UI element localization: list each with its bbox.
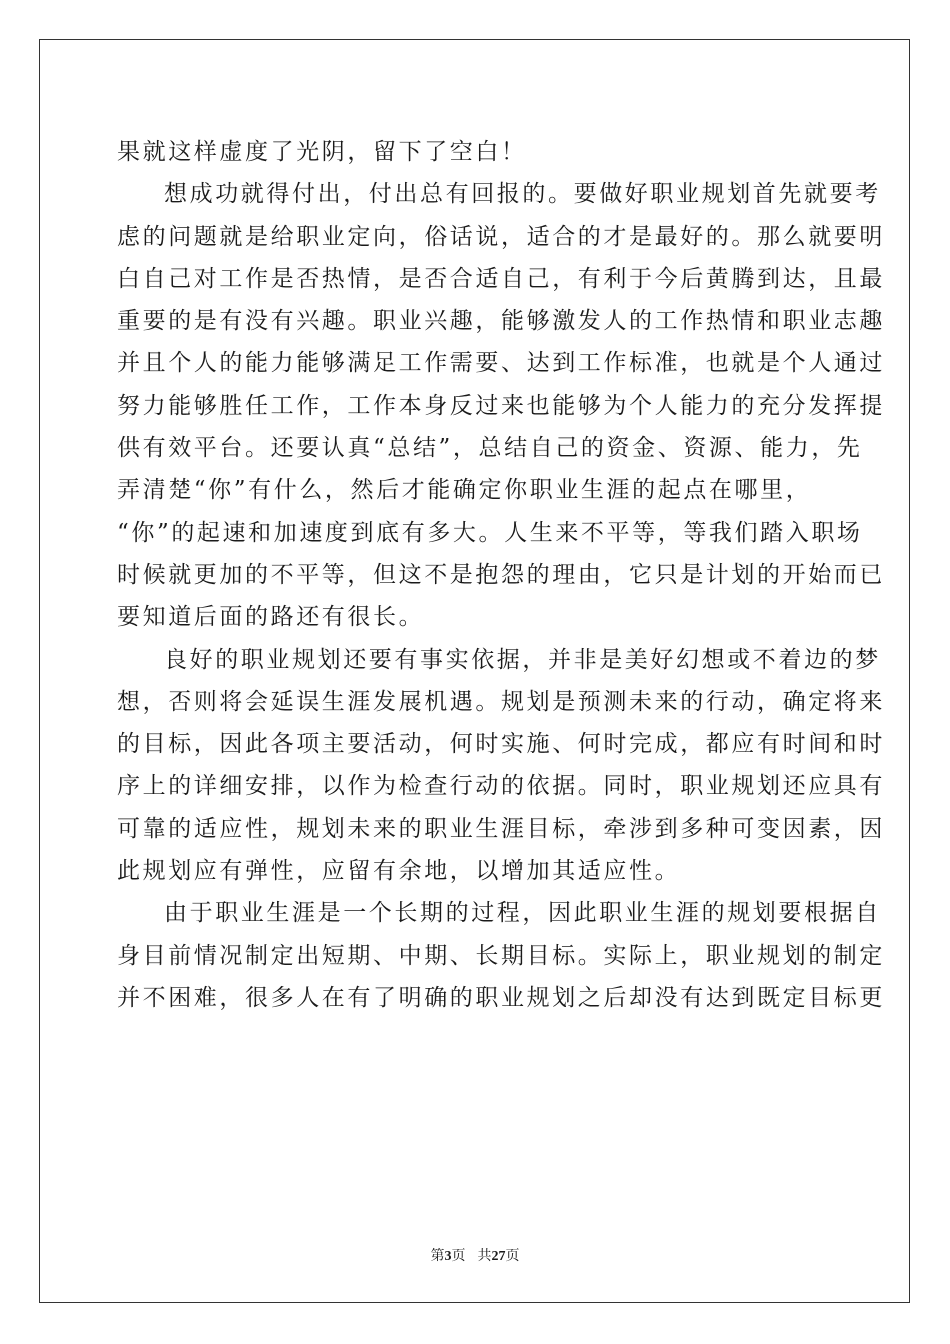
text-line: 想成功就得付出，付出总有回报的。要做好职业规划首先就要考 (164, 181, 881, 208)
text-line: 身目前情况制定出短期、中期、长期目标。实际上，职业规划的制定 (117, 942, 885, 969)
text-line: “你”的起速和加速度到底有多大。人生来不平等，等我们踏入职场 (117, 519, 863, 546)
page-suffix: 页 (451, 1249, 466, 1264)
page-prefix: 第 (430, 1249, 445, 1264)
text-line: 并且个人的能力能够满足工作需要、达到工作标准，也就是个人通过 (117, 350, 885, 377)
text-line: 良好的职业规划还要有事实依据，并非是美好幻想或不着边的梦 (164, 646, 881, 673)
text-line: 重要的是有没有兴趣。职业兴趣，能够激发人的工作热情和职业志趣 (117, 308, 885, 335)
text-line: 供有效平台。还要认真“总结”，总结自己的资金、资源、能力，先 (117, 435, 863, 462)
text-line: 由于职业生涯是一个长期的过程，因此职业生涯的规划要根据自 (164, 900, 881, 927)
text-line: 的目标，因此各项主要活动，何时实施、何时完成，都应有时间和时 (117, 731, 885, 758)
text-line: 想，否则将会延误生涯发展机遇。规划是预测未来的行动，确定将来 (117, 688, 885, 715)
total-suffix: 页 (505, 1249, 520, 1264)
text-line: 可靠的适应性，规划未来的职业生涯目标，牵涉到多种可变因素，因 (117, 815, 885, 842)
page-footer (0, 1248, 950, 1266)
total-prefix: 共 (477, 1249, 492, 1264)
document-body (117, 131, 885, 1019)
text-line: 要知道后面的路还有很长。 (117, 604, 425, 631)
page-number: 3 (444, 1249, 452, 1264)
text-line: 虑的问题就是给职业定向，俗话说，适合的才是最好的。那么就要明 (117, 223, 885, 250)
total-pages: 27 (491, 1249, 506, 1264)
text-line: 此规划应有弹性，应留有余地，以增加其适应性。 (117, 858, 681, 885)
text-line: 白自己对工作是否热情，是否合适自己，有利于今后黄腾到达，且最 (117, 265, 885, 292)
text-line: 时候就更加的不平等，但这不是抱怨的理由，它只是计划的开始而已 (117, 561, 885, 588)
text-line: 序上的详细安排，以作为检查行动的依据。同时，职业规划还应具有 (117, 773, 885, 800)
text-line: 果就这样虚度了光阴，留下了空白！ (117, 139, 527, 165)
text-line: 并不困难，很多人在有了明确的职业规划之后却没有达到既定目标更 (117, 984, 885, 1011)
text-line: 弄清楚“你”有什么，然后才能确定你职业生涯的起点在哪里， (117, 477, 812, 504)
text-line: 努力能够胜任工作，工作本身反过来也能够为个人能力的充分发挥提 (117, 392, 885, 419)
